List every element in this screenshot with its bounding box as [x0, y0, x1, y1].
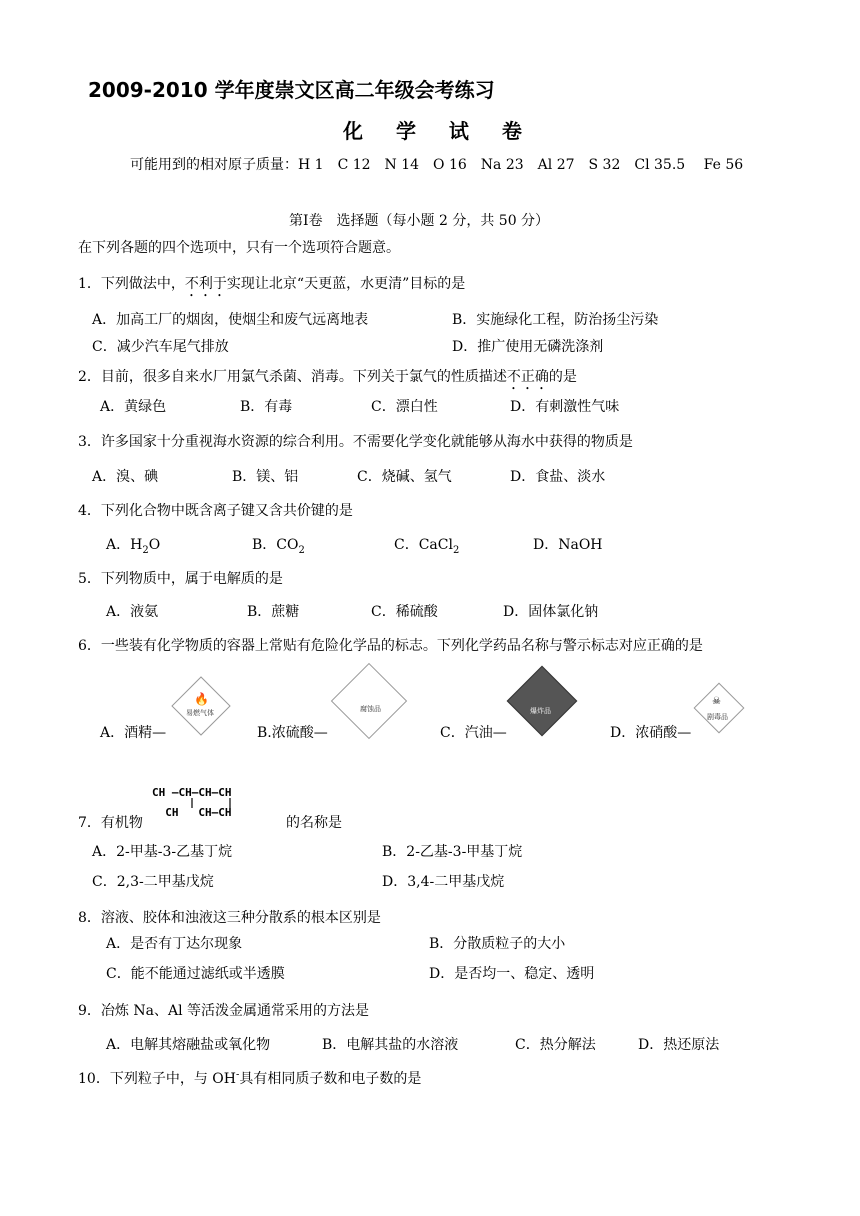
q7-option-d[interactable]: D．3,4-二甲基戊烷 — [382, 874, 505, 890]
q5-option-c[interactable]: C．稀硫酸 — [371, 604, 438, 620]
q7-option-b[interactable]: B．2-乙基-3-甲基丁烷 — [382, 844, 523, 860]
question-3-stem: 3．许多国家十分重视海水资源的综合利用。不需要化学变化就能够从海水中获得的物质是 — [78, 434, 633, 450]
question-1-stem — [78, 273, 465, 300]
q3-option-b[interactable]: B．镁、铝 — [232, 469, 299, 485]
q4-b-sub: 2 — [298, 544, 305, 556]
corrosive-sign-icon — [331, 663, 407, 739]
q3-option-c[interactable]: C．烧碱、氢气 — [357, 469, 452, 485]
q1-emphasis: 不利于 — [184, 276, 227, 292]
q7-post: 的名称是 — [286, 815, 342, 831]
question-4-stem: 4．下列化合物中既含离子键又含共价键的是 — [78, 503, 353, 519]
sign-c-label: 爆炸品 — [530, 707, 551, 715]
q2-option-a[interactable]: A．黄绿色 — [100, 399, 167, 415]
q6-option-c[interactable]: C．汽油— — [440, 725, 507, 741]
q8-option-d[interactable]: D．是否均一、稳定、透明 — [429, 966, 595, 982]
q9-option-c[interactable]: C．热分解法 — [515, 1037, 596, 1053]
toxic-sign-icon — [694, 683, 745, 734]
q1-option-a[interactable]: A．加高工厂的烟囱，使烟尘和废气远离地表 — [92, 312, 369, 328]
q9-option-b[interactable]: B．电解其盐的水溶液 — [322, 1037, 459, 1053]
q4-c-text: C．CaCl — [394, 537, 453, 553]
q1-post: 实现让北京“天更蓝，水更清”目标的是 — [226, 276, 466, 292]
q8-option-a[interactable]: A．是否有丁达尔现象 — [106, 936, 243, 952]
question-8-stem: 8．溶液、胶体和浊液这三种分散系的根本区别是 — [78, 910, 381, 926]
q1-option-c[interactable]: C．减少汽车尾气排放 — [92, 339, 229, 355]
q1-option-b[interactable]: B．实施绿化工程，防治扬尘污染 — [452, 312, 659, 328]
skull-icon: ☠ — [712, 696, 721, 707]
q4-option-b[interactable] — [252, 534, 305, 556]
exam-title: 2009-2010 学年度崇文区高二年级会考练习 — [88, 78, 495, 102]
q3-option-d[interactable]: D．食盐、淡水 — [510, 469, 606, 485]
q10-pre: 10．下列粒子中，与 OH — [78, 1071, 236, 1087]
flame-icon: 🔥 — [194, 692, 209, 706]
q9-option-d[interactable]: D．热还原法 — [638, 1037, 720, 1053]
q7-option-c[interactable]: C．2,3-二甲基戊烷 — [92, 874, 214, 890]
q6-option-d[interactable]: D．浓硝酸— — [610, 725, 692, 741]
q4-option-a[interactable] — [106, 534, 160, 556]
structure-line-1: CH —CH—CH—CH — [152, 786, 232, 799]
q4-b-text: B．CO — [252, 537, 299, 553]
section-instruction: 在下列各题的四个选项中，只有一个选项符合题意。 — [78, 240, 400, 256]
q2-option-c[interactable]: C．漂白性 — [371, 399, 438, 415]
q1-pre: 1．下列做法中， — [78, 276, 185, 292]
sign-a-label: 易燃气体 — [186, 709, 214, 717]
q4-a-tail: O — [148, 537, 161, 553]
atomic-masses: 可能用到的相对原子质量：H 1 C 12 N 14 O 16 Na 23 Al 27 S 32 Cl 35.5 Fe 56 — [130, 157, 744, 173]
question-2-stem — [78, 366, 577, 393]
section-title: 第Ⅰ卷 选择题（每小题 2 分，共 50 分） — [289, 213, 550, 229]
question-6-stem: 6．一些装有化学物质的容器上常贴有危险化学品的标志。下列化学药品名称与警示标志对应正确的是 — [78, 638, 703, 654]
q5-option-b[interactable]: B．蔗糖 — [247, 604, 300, 620]
q6-option-a[interactable]: A．酒精— — [100, 725, 167, 741]
q5-option-d[interactable]: D．固体氯化钠 — [503, 604, 599, 620]
q1-option-d[interactable]: D．推广使用无磷洗涤剂 — [452, 339, 604, 355]
q6-option-b[interactable]: B.浓硫酸— — [257, 725, 328, 741]
q4-a-sub: 2 — [142, 544, 149, 556]
sign-b-label: 腐蚀品 — [360, 705, 381, 713]
q8-option-c[interactable]: C．能不能通过滤纸或半透膜 — [106, 966, 285, 982]
q2-post: 的是 — [548, 369, 577, 385]
q7-option-a[interactable]: A．2-甲基-3-乙基丁烷 — [92, 844, 233, 860]
q4-option-c[interactable] — [394, 534, 459, 556]
q2-option-d[interactable]: D．有刺激性气味 — [510, 399, 620, 415]
exam-subtitle: 化 学 试 卷 — [343, 119, 524, 143]
structure-bonds — [150, 797, 290, 811]
q2-pre: 2．目前，很多自来水厂用氯气杀菌、消毒。下列关于氯气的性质描述 — [78, 369, 507, 385]
q4-a-text: A．H — [106, 537, 143, 553]
q10-post: 具有相同质子数和电子数的是 — [239, 1071, 422, 1087]
question-5-stem: 5．下列物质中，属于电解质的是 — [78, 571, 283, 587]
q10-sup: - — [235, 1069, 240, 1081]
sign-d-label: 剧毒品 — [707, 713, 728, 721]
question-10-stem — [78, 1068, 421, 1088]
question-9-stem: 9．冶炼 Na、Al 等活泼金属通常采用的方法是 — [78, 1003, 369, 1019]
q4-c-sub: 2 — [452, 544, 460, 556]
structure-line-2: CH CH—CH — [152, 806, 232, 819]
q3-option-a[interactable]: A．溴、碘 — [92, 469, 159, 485]
flammable-gas-sign-icon — [171, 676, 230, 735]
q7-pre: 7．有机物 — [78, 815, 143, 831]
q8-option-b[interactable]: B．分散质粒子的大小 — [429, 936, 566, 952]
q2-emphasis: 不正确 — [506, 369, 549, 385]
q5-option-a[interactable]: A．液氨 — [106, 604, 159, 620]
q9-option-a[interactable]: A．电解其熔融盐或氧化物 — [106, 1037, 271, 1053]
q4-option-d[interactable]: D．NaOH — [533, 537, 603, 553]
explosive-sign-icon — [507, 666, 578, 737]
q2-option-b[interactable]: B．有毒 — [240, 399, 293, 415]
